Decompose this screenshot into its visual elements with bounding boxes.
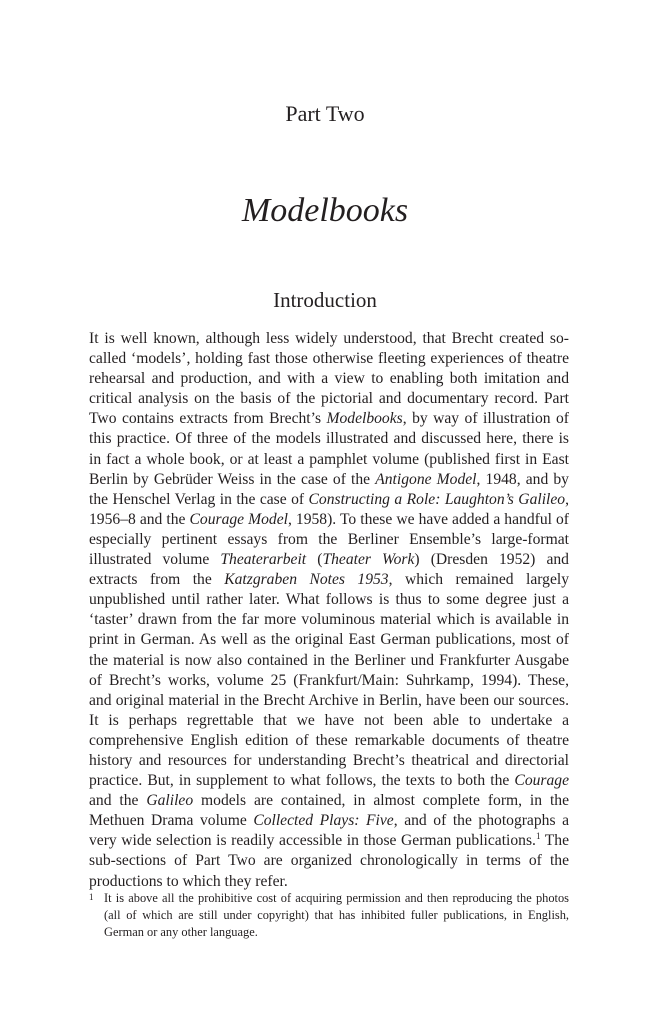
- italic-title: Galileo: [146, 792, 194, 810]
- italic-title: Modelbooks: [326, 410, 403, 428]
- footnote-number: 1: [89, 892, 94, 902]
- italic-title: Constructing a Role: Laughton’s Galileo: [308, 490, 566, 508]
- text-run: , by way of illustration of this practice. Of three of the models illustrated and discussed here, there is in fact a whole book, or at least a pamphlet volume (published first in East Berlin by Gebrüder Weiss in the case of the: [89, 410, 570, 488]
- subsection-title: Introduction: [273, 288, 377, 312]
- italic-title: Katzgraben Notes 1953: [224, 571, 389, 589]
- text-run: , 1948, and by the Henschel Verlag in the case of: [89, 470, 569, 508]
- footnote: [89, 890, 569, 941]
- text-run: models are contained, in almost complete form, in the Methuen Drama volume: [89, 792, 569, 830]
- text-run: ) (Dresden 1952) and extracts from the: [89, 551, 569, 589]
- footnote-text: It is above all the prohibitive cost of acquiring permission and then reproducing the photos (all of which are still under copyright) that has inhibited fuller publications, in English, German or any other language.: [104, 891, 569, 939]
- italic-title: Theater Work: [322, 551, 415, 569]
- section-title: Modelbooks: [241, 192, 409, 229]
- text-run: , 1958). To these we have added a handful of especially pertinent essays from the Berliner Ensemble’s large-format illustrated volume: [89, 510, 569, 569]
- italic-title: Courage Model: [189, 510, 288, 528]
- italic-title: Courage: [514, 772, 569, 790]
- text-run: The sub-sections of Part Two are organized chronologically in terms of the productions to which they refer.: [89, 832, 569, 890]
- italic-title: Collected Plays: Five: [253, 812, 394, 830]
- text-run: , which remained largely unpublished until rather later. What follows is thus to some degree just a ‘taster’ drawn from the far more voluminous material which is available in print in German. As well as the original East German publications, most of the material is now also contained in the Berliner und Frankfurter Ausgabe of Brecht’s works, volume 25 (Frankfurt/Main: Suhrkamp, 1994). These, and original material in the Brecht Archive in Berlin, have been our sources. It is perhaps regrettable that we have not been able to undertake a comprehensive English edition of these remarkable documents of theatre history and resources for understanding Brecht’s theatrical and directorial practice. But, in supplement to what follows, the texts to both the: [89, 571, 570, 790]
- text-run: and the: [89, 792, 147, 810]
- text-run: , and of the photographs a very wide selection is readily accessible in those German publications.: [89, 812, 569, 850]
- italic-title: Antigone Model: [375, 470, 477, 488]
- introduction-paragraph: [89, 329, 569, 892]
- italic-title: Theaterarbeit: [220, 551, 307, 569]
- footnote-reference[interactable]: 1: [535, 831, 541, 842]
- text-run: It is well known, although less widely understood, that Brecht created so-called ‘models’, holding fast those otherwise fleeting experiences of theatre rehearsal and production, and with a view to enabling both imitation and critical analysis on the basis of the pictorial and documentary record. Part Two contains extracts from Brecht’s: [89, 330, 569, 428]
- paragraph-text: [89, 329, 569, 892]
- text-run: (: [306, 551, 323, 569]
- part-label: Part Two: [285, 101, 365, 126]
- text-run: , 1956–8 and the: [89, 490, 569, 528]
